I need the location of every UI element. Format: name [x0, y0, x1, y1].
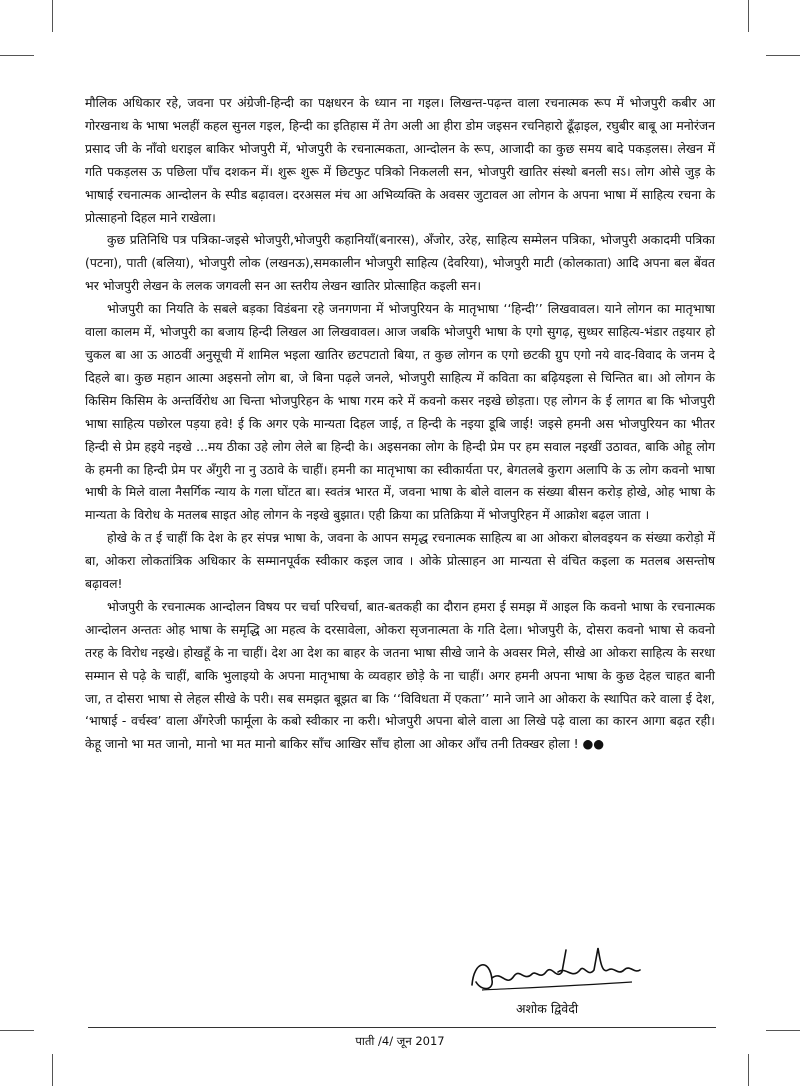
crop-mark — [766, 55, 800, 56]
crop-mark — [748, 1054, 749, 1086]
crop-mark — [766, 1030, 800, 1031]
handwritten-signature — [462, 930, 662, 1010]
crop-mark — [0, 1030, 34, 1031]
paragraph: कुछ प्रतिनिधि पत्र पत्रिका-जइसे भोजपुरी,भोजपुरी कहानियाँ(बनारस), अँजोर, उरेह, साहित्य सम्मेलन पत्रिका, भोजपुरी अकादमी पत्रिका (पटना), पाती (बलिया), भोजपुरी लोक (लखनऊ),समकालीन भोजपुरी साहित्य (देवरिया), भोजपुरी माटी (कोलकाता) आदि अपना बल बेंवत भर भोजपुरी लेखन के ललक जगवली सन आ स्तरीय लेखन खातिर प्रोत्साहित कइली सन। — [85, 232, 715, 294]
crop-mark — [0, 55, 34, 56]
crop-mark — [52, 0, 53, 32]
crop-mark — [748, 0, 749, 32]
paragraph: भोजपुरी के रचनात्मक आन्दोलन विषय पर चर्चा परिचर्चा, बात-बतकही का दौरान हमरा ई समझ में आइल कि कवनो भाषा के रचनात्मक आन्दोलन अन्ततः ओह भाषा के समृद्धि आ महत्व के दरसावेला, ओकरा सृजनात्मता के गति देला। भोजपुरी के, दोसरा कवनो भाषा से कवनो तरह के विरोध नइखे। होखहूँ के ना चाहीं। देश आ देश का बाहर के जतना भाषा सीखे जाने के अवसर मिले, सीखे आ ओकरा साहित्य के सरधा सम्मान से पढ़े के चाहीं, बाकि भुलाइयो के अपना मातृभाषा के व्यवहार छोड़े के ना चाहीं। अगर हमनी अपना भाषा के कुछ देहल चाहत बानी जा, त दोसरा भाषा से लेहल सीखे के परी। सब समझत बूझत बा कि ‘‘विविधता में एकता’’ माने जाने आ ओकरा के स्थापित करे वाला ई देश, ‘भाषाई - वर्चस्व’ वाला अँगरेजी फार्मूला के कबो स्वीकार ना करी। भोजपुरी अपना बोले वाला आ लिखे पढ़े वाला का कारन आगा बढ़त रही। केहू जानो भा मत जानो, मानो भा मत मानो बाकिर साँच आखिर साँच होला आ ओकर आँच तनी तिक्खर होला ! ●● — [85, 598, 715, 752]
paragraph: होखे के त ई चाहीं कि देश के हर संपन्न भाषा के, जवना के आपन समृद्ध रचनात्मक साहित्य बा आ ओकरा बोलवइयन क संख्या करोड़ो में बा, ओकरा लोकतांत्रिक अधिकार के सम्मानपूर्वक स्वीकार कइल जाव । ओके प्रोत्साहन आ मान्यता से वंचित कइला क मतलब असन्तोष बढ़ावल! — [85, 530, 715, 592]
page-footer: पाती /4/ जून 2017 — [355, 1034, 445, 1048]
footer-rule — [88, 1027, 716, 1028]
crop-mark — [52, 1054, 53, 1086]
author-name: अशोक द्विवेदी — [516, 1001, 579, 1016]
paragraph: मौलिक अधिकार रहे, जवना पर अंग्रेजी-हिन्दी का पक्षधरन के ध्यान ना गइल। लिखन्त-पढ़न्त वाला रचनात्मक रूप में भोजपुरी कबीर आ गोरखनाथ के भाषा भलहीं कहल सुनल गइल, हिन्दी का इतिहास में तेग अली आ हीरा डोम जइसन रचनिहारो ढूँढ़ाइल, रघुबीर बाबू आ मनोरंजन प्रसाद जी के नाँवो धराइल बाकिर भोजपुरी में, भोजपुरी के रचनात्मकता, आन्दोलन के रूप, आजादी का कुछ समय बादे पकड़लस। लेखन में गति पकड़लस ऊ पछिला पाँच दशकन में। शुरू शुरू में छिटफुट पत्रिको निकलली सन, भोजपुरी खातिर संस्थो बनली सऽ। लोग ओसे जुड़ के भाषाई रचनात्मक आन्दोलन के स्पीड बढ़ावल। दरअसल मंच आ अभिव्यक्ति के अवसर जुटावल आ लोगन के अपना भाषा में साहित्य रचना के प्रोत्साहनो दिहल माने राखेला। — [85, 95, 715, 225]
article-body — [85, 92, 715, 756]
paragraph: भोजपुरी का नियति के सबले बड़का विडंबना रहे जनगणना में भोजपुरियन के मातृभाषा ‘‘हिन्दी’’ लिखवावल। याने लोगन का मातृभाषा वाला कालम में, भोजपुरी का बजाय हिन्दी लिखल आ लिखवावल। आज जबकि भोजपुरी भाषा के एगो सुगढ़, सुध्घर साहित्य-भंडार तइयार हो चुकल बा आ ऊ आठवीं अनुसूची में शामिल भइला खातिर छटपटातो बिया, त कुछ लोगन क एगो छटकी ग्रुप एगो नये वाद-विवाद के जनम दे दिहले बा। कुछ महान आत्मा अइसनो लोग बा, जे बिना पढ़ले जनले, भोजपुरी साहित्य में कविता का बढ़ियइला से चिन्तित बा। ओ लोगन के किसिम किसिम के अन्तर्विरोध आ चिन्ता भोजपुरिहन के भाषा गरम करे में कवनो कसर नइखे छोड़ता। एह लोगन के ई लागत बा कि भोजपुरी भाषा साहित्य पछोरल पड़या हवे! ई कि अगर एके मान्यता दिहल जाई, त हिन्दी के नइया डूबि जाई! जइसे हमनी अस भोजपुरियन का भीतर हिन्दी से प्रेम हइये नइखे ...मय ठीका उहे लोग लेले बा हिन्दी के। अइसनका लोग के हिन्दी प्रेम पर हम सवाल नइखीं उठावत, बाकि ओहू लोग के हमनी का हिन्दी प्रेम पर अँगुरी ना नु उठावे के चाहीं। हमनी का मातृभाषा का स्वीकार्यता पर, बेगतलबे कुराग अलापि के ऊ लोग कवनो भाषा भाषी के मिले वाला नैसर्गिक न्याय के गला घोंटत बा। स्वतंत्र भारत में, जवना भाषा के बोले वालन क संख्या बीसन करोड़ होखे, ओह भाषा के मान्यता के विरोध के मतलब साइत ओह लोगन के नइखे बुझात। एही क्रिया का प्रतिक्रिया में भोजपुरिहन में आक्रोश बढ़ल जाता । — [85, 301, 715, 523]
